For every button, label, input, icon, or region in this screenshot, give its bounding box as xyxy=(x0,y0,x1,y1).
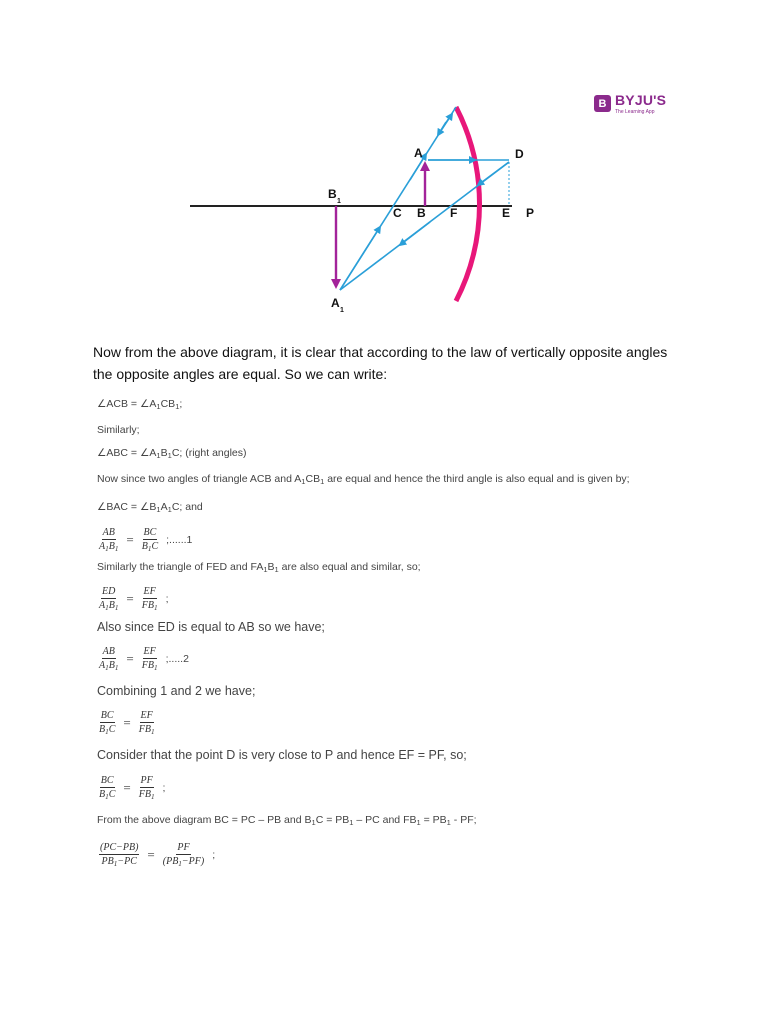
d-close-to-p-line: Consider that the point D is very close to P and hence EF = PF, so; xyxy=(97,748,467,762)
concave-mirror xyxy=(456,107,479,301)
two-angles-line: Now since two angles of triangle ACB and $A_1CB_1$ are equal and hence the third angle is also equal and is given by; xyxy=(97,473,630,486)
equation-3: $\frac{AB}{A_1B_1}$ = $\frac{EF}{FB_1}$ ;.....2 xyxy=(99,646,189,672)
label-b1-sub: 1 xyxy=(337,198,341,205)
label-a1: A xyxy=(331,296,340,310)
ray-incident-arrow xyxy=(442,114,452,129)
label-e: E xyxy=(502,206,511,220)
similar-triangles-line: Similarly the triangle of FED and $FA_1B_1$ are also equal and similar, so; xyxy=(97,561,421,574)
label-a: A xyxy=(414,146,423,160)
label-b1: B xyxy=(328,187,337,201)
label-p: P xyxy=(526,206,535,220)
equation-4: $\frac{BC}{B_1C}$ = $\frac{EF}{FB_1}$ xyxy=(99,710,155,736)
byjus-logo-tagline: The Learning App xyxy=(615,109,655,115)
ray-reflected-arrow-2 xyxy=(400,222,430,245)
equation-1: $\frac{AB}{A_1B_1}$ = $\frac{BC}{B_1C}$ ;......1 xyxy=(99,527,193,553)
equation-2: $\frac{ED}{A_1B_1}$ = $\frac{EF}{FB_1}$ ; xyxy=(99,586,169,612)
intro-paragraph: Now from the above diagram, it is clear that according to the law of vertically opposite angles the opposite angles are equal. So we can write: xyxy=(93,344,668,382)
ray-center-arrow-1 xyxy=(340,227,380,290)
label-a1-sub: 1 xyxy=(340,307,344,314)
similarly-line: Similarly; xyxy=(97,424,140,436)
ray-reflected-arrow-1 xyxy=(478,162,509,185)
equation-6: $\frac{(PC-PB)}{PB_1-PC}$ = $\frac{PF}{(PB_1-PF)}$ ; xyxy=(100,842,216,868)
equation-5: $\frac{BC}{B_1C}$ = $\frac{PF}{FB_1}$ ; xyxy=(99,775,166,801)
combining-line: Combining 1 and 2 we have; xyxy=(97,684,256,698)
label-f: F xyxy=(450,206,458,220)
label-d: D xyxy=(515,147,524,161)
distances-line: From the above diagram BC = PC – PB and $B_1C = PB_1$ – PC and $FB_1 = PB_1$ - PF; xyxy=(97,814,477,827)
angle-abc-line: ∠ABC = $\angle A_1B_1C$; (right angles) xyxy=(97,447,247,460)
label-b: B xyxy=(417,206,426,220)
label-c: C xyxy=(393,206,402,220)
angle-acb-line: ∠ACB = $\angle A_1CB_1$; xyxy=(97,398,183,411)
concave-mirror-ray-diagram xyxy=(0,90,768,330)
byjus-logo-mark: B xyxy=(594,95,611,112)
byjus-logo-name: BYJU'S xyxy=(615,92,667,108)
angle-bac-line: ∠BAC = $\angle B_1A_1C$; and xyxy=(97,501,203,514)
ed-equals-ab-line: Also since ED is equal to AB so we have; xyxy=(97,620,325,634)
